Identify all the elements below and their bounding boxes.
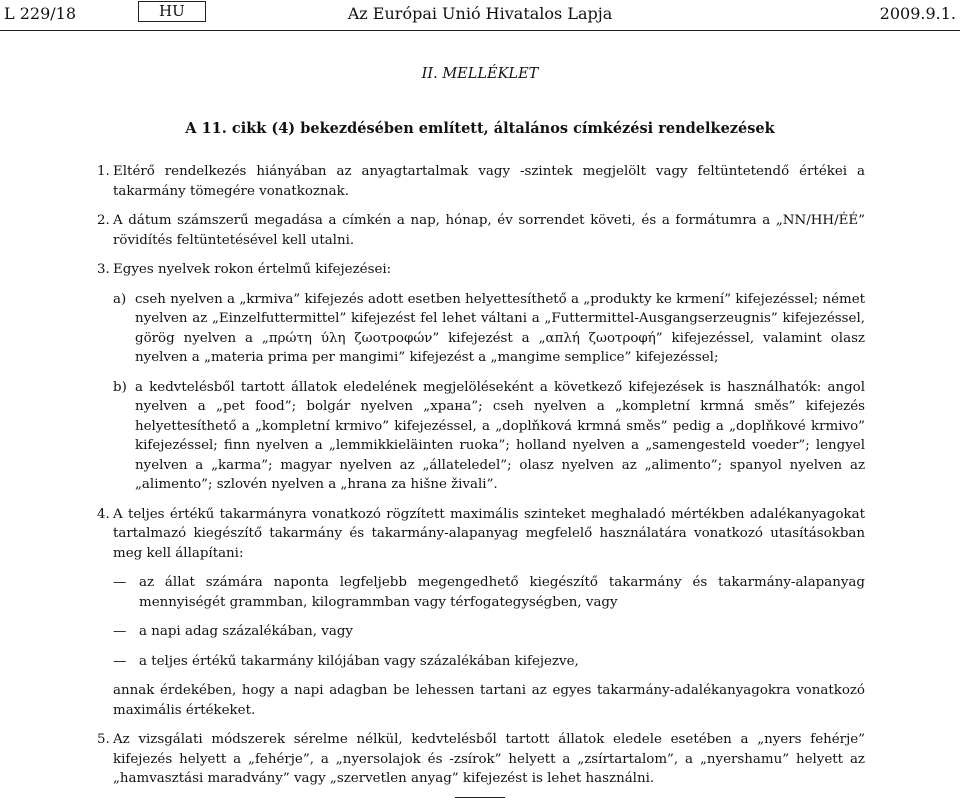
dash-item-1 [113, 573, 865, 612]
publication-date: 2009.9.1. [879, 4, 956, 23]
annex-subtitle: A 11. cikk (4) bekezdésében említett, általános címkézési rendelkezések [185, 120, 775, 137]
annex-title: II. MELLÉKLET [421, 66, 539, 82]
paragraph-number: 4. [97, 506, 110, 522]
dash-marker: — [113, 575, 127, 590]
dash-item-text: a teljes értékű takarmány kilójában vagy százalékában kifejezve, [139, 653, 579, 669]
paragraph-text: Az vizsgálati módszerek sérelme nélkül, kedvtelésből tartott állatok eledele esetében a „nyers fehérje” kifejezés helyett a „fehérje”, a „nyersolajok és -zsírok” helyett a „zsírtartalom”, a „nyershamu” helyett az „hamvasztási maradvány” vagy „szervetlen anyag” kifejezést is lehet használni. [113, 732, 865, 786]
dash-item-3 [113, 652, 865, 672]
paragraph-number: 2. [97, 213, 110, 228]
paragraph-number: 1. [97, 164, 110, 179]
dash-marker: — [113, 653, 127, 669]
sub-item-a [113, 290, 865, 368]
document-body [97, 162, 865, 799]
paragraph-text: A dátum számszerű megadása a címkén a nap, hónap, év sorrendet követi, és a formátumra a „NN/HH/ÉÉ” rövidítés feltüntetésével kell utalni. [113, 213, 865, 248]
page-reference: L 229/18 [4, 4, 76, 23]
sub-item-b [113, 378, 865, 495]
dash-marker: — [113, 624, 127, 639]
paragraph-text: Eltérő rendelkezés hiányában az anyagtartalmak vagy -szintek megjelölt vagy feltüntetendő értékei a takarmány tömegére vonatkoznak. [113, 164, 865, 199]
dash-item-text: az állat számára naponta legfeljebb megengedhető kiegészítő takarmány és takarmány-alapanyag mennyiségét grammban, kilogrammban vagy térfogategységben, vagy [139, 575, 865, 610]
paragraph-text: Egyes nyelvek rokon értelmű kifejezései: [113, 262, 392, 277]
sub-item-text: cseh nyelven a „krmiva” kifejezés adott esetben helyettesíthető a „produkty ke krmení” kifejezéssel; német nyelven az „Einzelfuttermittel” kifejezést fel lehet váltani a „Futtermittel-Ausgangserzeugnis” kifejezéssel, görög nyelven a „πρώτη ύλη ζωοτροφών” kifejezést a „απλή ζωοτροφή” kifejezéssel, valamint olasz nyelven a „materia prima per mangimi” kifejezést a „mangime semplice” kifejezéssel; [135, 291, 865, 365]
numbered-paragraph-1 [97, 162, 865, 201]
sub-item-text: a kedvtelésből tartott állatok eledelének megjelöléseként a következő kifejezések is használhatók: angol nyelven a „pet food”; bolgár nyelven „храна”; cseh nyelven a „kompletní krmná směs” kifejezés helyettesíthető a „kompletní krmivo” kifejezéssel, a „doplňková krmná směs” pedig a „doplňkové krmivo” kifejezéssel; finn nyelven a „lemmikkieläinten ruoka”; holland nyelven a „samengesteld voeder”; lengyel nyelven a „karma”; magyar nyelven az „állateledel”; olasz nyelven az „alimento”; spanyol nyelven az „alimento”; szlovén nyelven a „hrana za hišne živali”. [135, 379, 865, 492]
page-header [0, 0, 960, 31]
language-code-box: HU [138, 1, 206, 22]
numbered-paragraph-4 [97, 505, 865, 564]
paragraph-text: A teljes értékű takarmányra vonatkozó rögzített maximális szinteket meghaladó mértékben adalékanyagokat tartalmazó kiegészítő takarmány és takarmány-alapanyag megfelelő használatára vonatkozó utasításokban meg kell állapítani: [113, 506, 865, 561]
sub-item-label: b) [113, 379, 127, 395]
dash-item-text: a napi adag százalékában, vagy [139, 624, 353, 639]
paragraph-number: 5. [97, 732, 110, 747]
footer-divider [455, 797, 505, 798]
numbered-paragraph-5 [97, 730, 865, 789]
journal-title: Az Európai Unió Hivatalos Lapja [347, 4, 613, 23]
numbered-paragraph-2 [97, 211, 865, 250]
numbered-paragraph-3 [97, 260, 865, 280]
dash-item-2 [113, 622, 865, 642]
continuation-paragraph: annak érdekében, hogy a napi adagban be lehessen tartani az egyes takarmány-adalékanyagokra vonatkozó maximális értékeket. [113, 683, 865, 718]
sub-item-label: a) [113, 291, 127, 307]
paragraph-number: 3. [97, 262, 110, 277]
